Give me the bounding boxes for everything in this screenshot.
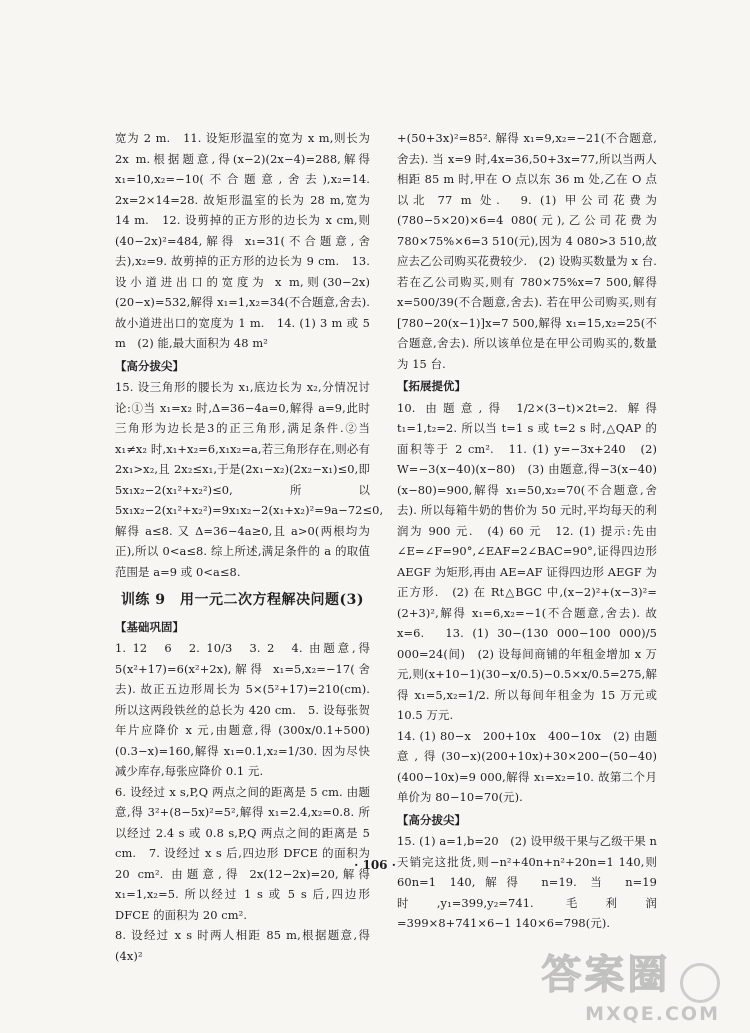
answer-paragraph: 10. 由题意,得 1/2×(3−t)×2t=2. 解得 t₁=1,t₂=2. 所以当 t=1 s 或 t=2 s 时,△QAP 的面积等于 2 cm². 11. (1) y=−3x+240 (2) W=−3(x−40)(x−80) (3) 由题意,得−3(x−40)(x−80)=900,解得 x₁=50,x₂=70(不合题意,舍去). 所以每箱牛奶的售价为 50 元时,平均每天的利润为 900 元. (4) 60 元 12. (1) 提示:先由∠E=∠F=90°,∠EAF=2∠BAC=90°,证得四边形 AEGF 为矩形,再由 AE=AF 证得四边形 AEGF 为正方形. (2) 在 Rt△BGC 中,(x−2)²+(x−3)²=(2+3)²,解得 x₁=6,x₂=−1(不合题意,舍去). 故 x=6. 13. (1) 30−(130 000−100 000)/5 000=24(间) (2) 设每间商铺的年租金增加 x 万元,则(x+10−1)(30−x/0.5)−0.5×x/0.5=275,解得 x₁=5,x₂=1/2. 所以每间年租金为 15 万元或 10.5 万元. — [397, 400, 657, 722]
watermark-logo — [541, 943, 720, 1026]
watermark-badge-icon — [680, 963, 720, 1003]
page-number: · 106 · — [354, 858, 396, 872]
section-tag: 【拓展提优】 — [397, 379, 466, 393]
section-title: 训练 9 用一元二次方程解决问题(3) — [120, 592, 365, 608]
section-tag: 【高分拔尖】 — [397, 812, 466, 827]
answer-paragraph: 宽为 2 m. 11. 设矩形温室的宽为 x m,则长为 2x m.根据题意,得(x−2)(2x−4)=288,解得 x₁=10,x₂=−10(不合题意,舍去),x₂=14. 2x=2×14=28. 故矩形温室的长为 28 m,宽为 14 m. 12. 设剪掉的正方形的边长为 x cm,则(40−2x)²=484,解得 x₁=31(不合题意,舍去),x₂=9. 故剪掉的正方形的边长为 9 cm. 13. 设小道进出口的宽度为 x m,则(30−2x)(20−x)=532,解得 x₁=1,x₂=34(不合题意,舍去).故小道进出口的宽度为 1 m. 14. (1) 3 m 或 5 m (2) 能,最大面积为 48 m² — [115, 131, 370, 350]
answer-paragraph: 6. 设经过 x s,P,Q 两点之间的距离是 5 cm. 由题意,得 3²+(8−5x)²=5²,解得 x₁=2.4,x₂=0.8. 所以经过 2.4 s 或 0.8 s,P,Q 两点之间的距离是 5 cm. 7. 设经过 x s 后,四边形 DFCE 的面积为 20 cm². 由题意,得 2x(12−2x)=20,解得 x₁=1,x₂=5. 所以经过 1 s 或 5 s 后,四边形 DFCE 的面积为 20 cm². — [115, 784, 370, 922]
watermark-text: 答案圈 — [541, 951, 671, 998]
answer-paragraph: 14. (1) 80−x 200+10x 400−10x (2) 由题意,得(30−x)(200+10x)+30×200−(50−40)(400−10x)=9 000,解得 x₁=x₂=10. 故第二个月单价为 80−10=70(元). — [397, 728, 657, 804]
section-tag: 【基础巩固】 — [115, 619, 184, 634]
watermark-url: MXQE.COM — [585, 1003, 720, 1025]
answer-paragraph: +(50+3x)²=85². 解得 x₁=9,x₂=−21(不合题意,舍去). 当 x=9 时,4x=36,50+3x=77,所以当两人相距 85 m 时,甲在 O 点以东 36 m 处,乙在 O 点以北 77 m 处. 9. (1) 甲公司花费为(780−5×20)×6=4 080(元),乙公司花费为 780×75%×6=3 510(元),因为 4 080>3 510,故应去乙公司购买花费较少. (2) 设购买数量为 x 台. 若在乙公司购买,则有 780×75%x=7 500,解得 x=500/39(不合题意,舍去). 若在甲公司购买,则有[780−20(x−1)]x=7 500,解得 x₁=15,x₂=25(不合题意,舍去). 所以该单位是在甲公司购买的,数量为 15 台. — [397, 131, 657, 371]
answer-paragraph: 15. 设三角形的腰长为 x₁,底边长为 x₂,分情况讨论:①当 x₁=x₂ 时,Δ=36−4a=0,解得 a=9,此时三角形为边长是3的正三角形,满足条件.②当 x₁≠x₂ 时,x₁+x₂=6,x₁x₂=a,若三角形存在,则必有 2x₁>x₂,且 2x₂≤x₁,于是(2x₁−x₂)(2x₂−x₁)≤0,即 5x₁x₂−2(x₁²+x₂²)≤0,所以 5x₁x₂−2(x₁²+x₂²)=9x₁x₂−2(x₁+x₂)²=9a−72≤0,解得 a≤8. 又 Δ=36−4a≥0,且 a>0(两根均为正),所以 0<a≤8. 综上所述,满足条件的 a 的取值范围是 a=9 或 0<a≤8. — [115, 380, 384, 579]
answer-paragraph: 1. 12 6 2. 10/3 3. 2 4. 由题意,得 5(x²+17)=6(x²+2x),解得 x₁=5,x₂=−17(舍去). 故正五边形周长为 5×(5²+17)=210(cm). 所以这两段铁丝的总长为 420 cm. 5. 设每张贺年片应降价 x 元,由题意,得 (300x/0.1+500)(0.3−x)=160,解得 x₁=0.1,x₂=1/30. 因为尽快减少库存,每张应降价 0.1 元. — [115, 641, 370, 778]
answer-paragraph: 15. (1) a=1,b=20 (2) 设甲级干果与乙级干果 n 天销完这批货,则−n²+40n+n²+20n=1 140,则 60n=1 140,解得 n=19. 当 n=19 时,y₁=399,y₂=741. 毛利润=399×8+741×6−1 140×6=798(元). — [397, 834, 657, 930]
section-tag: 【高分拔尖】 — [115, 358, 184, 373]
right-column — [397, 128, 657, 934]
answer-paragraph: 8. 设经过 x s 时两人相距 85 m,根据题意,得(4x)² — [115, 928, 370, 963]
